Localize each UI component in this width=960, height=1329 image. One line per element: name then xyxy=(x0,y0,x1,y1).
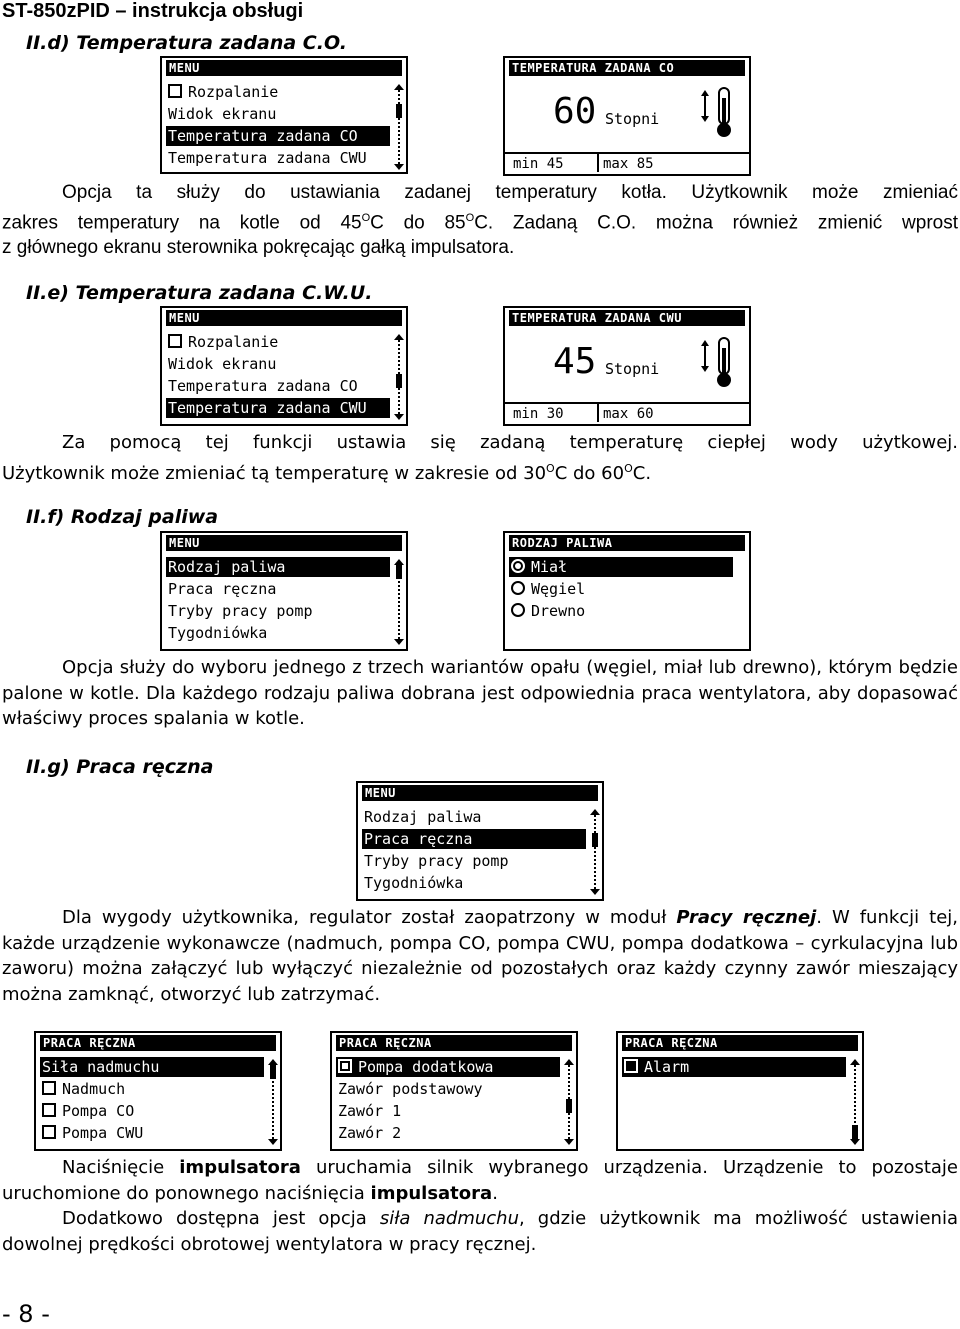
manual-item-selected[interactable]: Pompa dodatkowa xyxy=(336,1057,560,1077)
manual-item-selected[interactable]: Alarm xyxy=(622,1057,846,1077)
paragraph-d: Opcja ta służy do ustawiania zadanej temperatury kotła. Użytkownik może zmieniać zakres temperatury na kotle od $45^OC$ do $85^OC$. Zadaną C.O. można również zmienić wprost z głównego ekranu sterownika pokręcając gałką impulsatora. xyxy=(2,182,958,259)
page-number: - 8 - xyxy=(2,1300,50,1328)
manual-item-selected[interactable]: Siła nadmuchu xyxy=(40,1057,264,1077)
scrollbar[interactable] xyxy=(396,559,402,645)
fuel-option-selected[interactable]: Miał xyxy=(509,557,733,577)
manual-item[interactable]: Nadmuch xyxy=(40,1079,125,1099)
lcd-fuel xyxy=(503,531,751,651)
menu-item[interactable]: Rodzaj paliwa xyxy=(364,808,482,826)
manual-item[interactable]: Zawór 1 xyxy=(338,1102,402,1120)
manual-item[interactable]: Pompa CO xyxy=(40,1101,134,1121)
lcd-temp-co xyxy=(503,56,751,176)
scrollbar[interactable] xyxy=(270,1059,276,1145)
lcd-menu-e xyxy=(160,306,408,426)
menu-item[interactable]: Tygodniówka xyxy=(364,874,464,892)
document-header: ST-850zPID – instrukcja obsługi xyxy=(2,0,304,22)
scrollbar[interactable] xyxy=(566,1059,572,1145)
menu-item[interactable]: Rozpalanie xyxy=(166,332,278,352)
menu-item[interactable]: Praca ręczna xyxy=(168,580,277,598)
scrollbar[interactable] xyxy=(396,334,402,420)
lcd-title: PRACA RĘCZNA xyxy=(622,1035,858,1051)
menu-item[interactable]: Tryby pracy pomp xyxy=(168,602,313,620)
menu-item[interactable]: Widok ekranu xyxy=(168,105,277,123)
radio-icon xyxy=(511,603,525,617)
temp-max: max 85 xyxy=(603,156,654,172)
scrollbar[interactable] xyxy=(396,84,402,170)
lcd-title: TEMPERATURA ZADANA CO xyxy=(509,60,745,76)
section-title-d: II.d) Temperatura zadana C.O. xyxy=(26,32,347,54)
lcd-manual-3 xyxy=(616,1031,864,1151)
fuel-option[interactable]: Drewno xyxy=(509,601,585,621)
lcd-menu-f xyxy=(160,531,408,651)
fuel-option[interactable]: Węgiel xyxy=(509,579,585,599)
temp-max: max 60 xyxy=(603,406,654,422)
menu-item-selected[interactable]: Rodzaj paliwa xyxy=(166,557,390,577)
manual-item[interactable]: Zawór 2 xyxy=(338,1124,402,1142)
menu-item-selected[interactable]: Temperatura zadana CWU xyxy=(166,398,390,418)
menu-item-selected[interactable]: Temperatura zadana CO xyxy=(166,126,390,146)
lcd-title: PRACA RĘCZNA xyxy=(40,1035,276,1051)
lcd-title: MENU xyxy=(166,310,402,326)
checkbox-icon xyxy=(42,1125,56,1139)
checkbox-icon xyxy=(42,1103,56,1117)
lcd-menu-d xyxy=(160,56,408,174)
manual-item[interactable]: Pompa CWU xyxy=(40,1123,143,1143)
checkbox-icon xyxy=(624,1059,638,1073)
scrollbar[interactable] xyxy=(852,1059,858,1145)
menu-item-selected[interactable]: Praca ręczna xyxy=(362,829,586,849)
lcd-menu-g xyxy=(356,781,604,901)
lcd-manual-1 xyxy=(34,1031,282,1151)
temp-value: 45 xyxy=(553,341,597,382)
temp-unit: Stopni xyxy=(605,360,660,378)
manual-item[interactable]: Zawór podstawowy xyxy=(338,1080,483,1098)
thermometer-icon xyxy=(699,334,743,390)
temp-min: min 45 xyxy=(513,156,564,172)
radio-icon xyxy=(511,581,525,595)
paragraph-f: Opcja służy do wyboru jednego z trzech wariantów opału (węgiel, miał lub drewno), którym będzie palone w kotle. Dla każdego rodzaju paliwa dobrana jest odpowiednia praca wentylatora, aby dopasować właściwy proces spalania w kotle. xyxy=(2,657,958,729)
section-title-f: II.f) Rodzaj paliwa xyxy=(26,506,219,528)
lcd-title: MENU xyxy=(362,785,598,801)
lcd-title: TEMPERATURA ZADANA CWU xyxy=(509,310,745,326)
checkbox-icon xyxy=(338,1059,352,1073)
section-title-g: II.g) Praca ręczna xyxy=(26,756,214,778)
thermometer-icon xyxy=(699,84,743,140)
scrollbar[interactable] xyxy=(592,809,598,895)
menu-item[interactable]: Temperatura zadana CO xyxy=(168,377,358,395)
menu-item[interactable]: Temperatura zadana CWU xyxy=(168,149,367,167)
paragraph-g1: Dla wygody użytkownika, regulator został zaopatrzony w moduł Pracy ręcznej. W funkcji tej, każde urządzenie wykonawcze (nadmuch, pompa CO, pompa CWU, pompa dodatkowa – cyrkulacyjna lub zaworu) można załączyć lub wyłączyć niezależnie od pozostałych oraz każdy czynny zawór mieszający można zamknąć, otworzyć lub zatrzymać. xyxy=(2,907,958,1005)
lcd-title: RODZAJ PALIWA xyxy=(509,535,745,551)
paragraph-g2: Naciśnięcie impulsatora uruchamia silnik wybranego urządzenia. Urządzenie to pozostaje uruchomione do ponownego naciśnięcia impulsatora. Dodatkowo dostępna jest opcja siła nadmuchu, gdzie użytkownik ma możliwość ustawienia dowolnej prędkości obrotowej wentylatora w pracy ręcznej. xyxy=(2,1157,958,1255)
temp-min: min 30 xyxy=(513,406,564,422)
lcd-title: MENU xyxy=(166,60,402,76)
checkbox-icon xyxy=(168,84,182,98)
temp-unit: Stopni xyxy=(605,110,660,128)
lcd-title: MENU xyxy=(166,535,402,551)
lcd-manual-2 xyxy=(330,1031,578,1151)
menu-item[interactable]: Tryby pracy pomp xyxy=(364,852,509,870)
menu-item[interactable]: Widok ekranu xyxy=(168,355,277,373)
radio-icon xyxy=(511,559,525,573)
temp-value: 60 xyxy=(553,91,597,132)
lcd-temp-cwu xyxy=(503,306,751,426)
lcd-title: PRACA RĘCZNA xyxy=(336,1035,572,1051)
paragraph-e: Za pomocą tej funkcji ustawia się zadaną temperaturę ciepłej wody użytkowej. Użytkownik może zmieniać tą temperaturę w zakresie od $30^OC$ do $60^OC$. xyxy=(2,432,958,484)
menu-item[interactable]: Tygodniówka xyxy=(168,624,268,642)
checkbox-icon xyxy=(42,1081,56,1095)
menu-item[interactable]: Rozpalanie xyxy=(166,82,278,102)
section-title-e: II.e) Temperatura zadana C.W.U. xyxy=(26,282,373,304)
